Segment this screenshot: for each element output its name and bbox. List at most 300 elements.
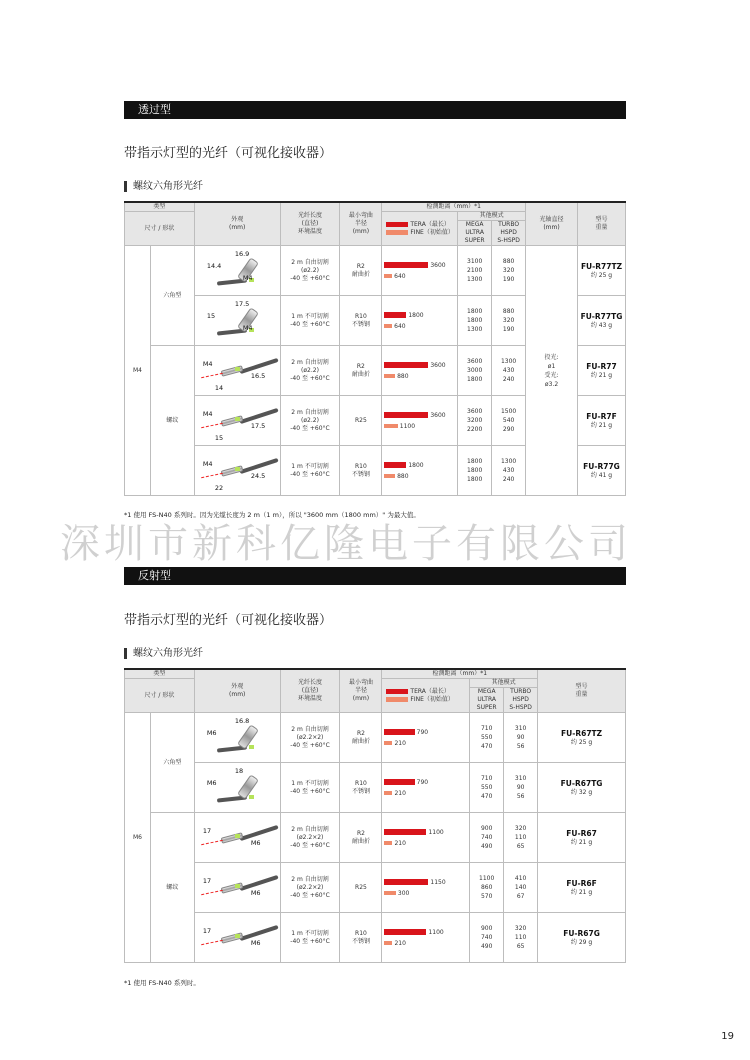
appearance-cell xyxy=(194,713,280,763)
dimension-label: 17 xyxy=(202,876,212,885)
fiber-image xyxy=(195,765,280,811)
cable-diameter: (ø2.2) xyxy=(301,266,319,274)
header-cable: 光纤长度 (直径) 环境温度 xyxy=(280,202,340,246)
mega-value: 1300 xyxy=(467,276,483,283)
model-number: FU-R77 xyxy=(586,361,617,371)
distance-cell xyxy=(382,813,470,863)
header-size: 尺寸 / 形状 xyxy=(125,679,195,713)
led-graphic xyxy=(235,884,240,888)
table-row xyxy=(125,863,626,913)
header-type: 类型 xyxy=(125,669,195,679)
cable-length: 2 m 自由切割 xyxy=(291,875,329,883)
appearance-cell xyxy=(194,396,280,446)
model-number: FU-R7F xyxy=(586,411,617,421)
dimension-label: 17 xyxy=(202,826,212,835)
bend-note: 耐曲折 xyxy=(351,270,370,278)
appearance-cell xyxy=(194,446,280,496)
turbo-value: 320 xyxy=(502,317,515,324)
tera-bar xyxy=(384,362,428,368)
bend-radius: R10 xyxy=(354,462,367,470)
header-cable: 光纤长度 (直径) 环境温度 xyxy=(280,669,340,713)
tera-value: 1800 xyxy=(408,461,424,469)
cable-cell xyxy=(280,763,340,813)
header-model: 型号 重量 xyxy=(538,669,626,713)
bend-cell xyxy=(340,813,382,863)
model-weight: 约 21 g xyxy=(570,838,593,846)
mega-value: 1300 xyxy=(467,326,483,333)
bend-radius: R2 xyxy=(356,362,365,370)
tera-bar xyxy=(384,879,428,885)
beam-line xyxy=(201,422,223,428)
header-other: 其他模式 xyxy=(458,212,526,221)
dimension-label: M6 xyxy=(206,728,217,737)
model-cell xyxy=(577,296,625,346)
model-number: FU-R67 xyxy=(566,828,597,838)
appearance-cell xyxy=(194,246,280,296)
turbo-cell xyxy=(504,763,538,813)
mega-cell xyxy=(470,813,504,863)
header-legend: TERA（最长） FINE（初始值） xyxy=(382,212,458,246)
bend-radius: R10 xyxy=(355,779,367,787)
model-weight: 约 32 g xyxy=(570,788,593,796)
turbo-cell xyxy=(504,913,538,963)
fiber-image xyxy=(195,865,280,911)
turbo-cell xyxy=(492,246,526,296)
section-bar-reflective: 反射型 xyxy=(124,567,626,585)
cable-cell xyxy=(280,246,340,296)
dimension-label: M4 xyxy=(202,359,213,368)
mega-value: 1800 xyxy=(467,467,483,474)
cable-cell xyxy=(280,713,340,763)
distance-cell xyxy=(382,913,470,963)
model-cell xyxy=(538,763,626,813)
led-graphic xyxy=(249,795,254,799)
spot-value: 受光: xyxy=(544,371,559,379)
mega-value: 1800 xyxy=(467,458,483,465)
table-row xyxy=(125,763,626,813)
cable-length: 2 m 自由切割 xyxy=(291,258,329,266)
mega-value: 3000 xyxy=(467,367,483,374)
header-mega: MEGA ULTRA SUPER xyxy=(458,221,492,246)
header-appearance: 外观 (mm) xyxy=(194,202,280,246)
ambient-temp: -40 至 +60°C xyxy=(290,787,330,795)
header-size: 尺寸 / 形状 xyxy=(125,212,195,246)
turbo-cell xyxy=(492,346,526,396)
cable-diameter: (ø2.2×2) xyxy=(296,733,324,741)
distance-bars xyxy=(382,872,469,904)
model-weight: 约 21 g xyxy=(590,421,613,429)
mega-value: 740 xyxy=(480,934,493,941)
header-mega: MEGA ULTRA SUPER xyxy=(470,688,504,713)
fine-value: 880 xyxy=(397,372,409,380)
led-graphic xyxy=(235,834,240,838)
size-cell: M6 xyxy=(125,713,151,963)
size-cell: M4 xyxy=(125,246,151,496)
mega-value: 710 xyxy=(480,775,493,782)
shape-hex-cell: 六角型 xyxy=(150,246,194,346)
bend-note: 不锈钢 xyxy=(351,320,370,328)
cable-length: 2 m 自由切割 xyxy=(291,358,329,366)
model-weight: 约 25 g xyxy=(570,738,593,746)
tera-bar xyxy=(384,929,426,935)
ambient-temp: -40 至 +60°C xyxy=(290,891,330,899)
mega-value: 490 xyxy=(480,843,493,850)
bend-radius: R2 xyxy=(356,729,365,737)
ambient-temp: -40 至 +60°C xyxy=(290,741,330,749)
section-subtitle: 螺纹六角形光纤 xyxy=(124,648,203,659)
header-other: 其他模式 xyxy=(470,679,538,688)
table-row xyxy=(125,813,626,863)
mega-cell xyxy=(458,296,492,346)
mega-value: 3100 xyxy=(467,258,483,265)
table-row xyxy=(125,246,626,296)
turbo-value: 320 xyxy=(502,267,515,274)
cable-cell xyxy=(280,396,340,446)
bend-cell xyxy=(340,346,382,396)
turbo-value: 430 xyxy=(502,367,515,374)
beam-line xyxy=(201,372,223,378)
cable-cell xyxy=(280,913,340,963)
appearance-cell xyxy=(194,763,280,813)
cable-length: 2 m 自由切割 xyxy=(291,725,329,733)
tera-value: 1100 xyxy=(428,928,444,936)
turbo-value: 140 xyxy=(514,884,527,891)
spot-value: ø1 xyxy=(547,362,556,370)
dimension-label: 16.8 xyxy=(234,716,250,725)
bend-radius: R2 xyxy=(356,262,365,270)
bend-note: 耐曲折 xyxy=(351,737,370,745)
dimension-label: 17.5 xyxy=(234,299,250,308)
turbo-cell xyxy=(492,296,526,346)
dimension-label: M4 xyxy=(202,409,213,418)
probe-graphic xyxy=(237,774,259,799)
mega-value: 550 xyxy=(480,784,493,791)
distance-cell xyxy=(382,446,458,496)
fine-value: 640 xyxy=(394,272,406,280)
header-appearance: 外观 (mm) xyxy=(194,669,280,713)
fine-bar xyxy=(384,324,392,328)
fine-bar xyxy=(384,274,392,278)
fine-value: 210 xyxy=(394,839,406,847)
mega-value: 710 xyxy=(480,725,493,732)
led-graphic xyxy=(235,417,240,421)
beam-line xyxy=(201,472,223,478)
mega-value: 1800 xyxy=(467,376,483,383)
mega-value: 1100 xyxy=(479,875,495,882)
fine-bar xyxy=(384,374,395,378)
distance-cell xyxy=(382,863,470,913)
cable-cell xyxy=(280,446,340,496)
mega-cell xyxy=(470,863,504,913)
bend-radius: R10 xyxy=(355,929,367,937)
spot-value: ø3.2 xyxy=(544,380,559,388)
cable-length: 2 m 自由切割 xyxy=(291,408,329,416)
mega-value: 3600 xyxy=(467,358,483,365)
distance-cell xyxy=(382,246,458,296)
spec-table-reflective xyxy=(124,668,626,963)
ambient-temp: -40 至 +60°C xyxy=(290,274,330,282)
section-title: 带指示灯型的光纤（可视化接收器） xyxy=(124,146,333,161)
turbo-value: 240 xyxy=(502,376,515,383)
mega-value: 860 xyxy=(480,884,493,891)
distance-bars xyxy=(382,405,457,437)
fiber-image xyxy=(195,715,280,761)
mega-cell xyxy=(458,446,492,496)
bend-cell xyxy=(340,863,382,913)
legend-tera-swatch xyxy=(386,222,408,227)
fine-bar xyxy=(384,841,392,845)
turbo-cell xyxy=(504,713,538,763)
distance-bars xyxy=(382,355,457,387)
bend-cell xyxy=(340,446,382,496)
fine-bar xyxy=(384,791,392,795)
model-number: FU-R67TG xyxy=(560,778,603,788)
distance-bars xyxy=(382,922,469,954)
fiber-image xyxy=(195,398,280,444)
turbo-value: 540 xyxy=(502,417,515,424)
bend-cell xyxy=(340,246,382,296)
turbo-value: 310 xyxy=(514,775,527,782)
dimension-label: M6 xyxy=(250,938,261,947)
turbo-value: 56 xyxy=(516,743,525,750)
spec-table-transmissive xyxy=(124,201,626,496)
cable-length: 1 m 不可切割 xyxy=(291,462,329,470)
dimension-label: 16.9 xyxy=(234,249,250,258)
turbo-value: 1300 xyxy=(500,458,517,465)
dimension-label: 14 xyxy=(214,383,224,392)
distance-bars xyxy=(382,455,457,487)
model-number: FU-R67TZ xyxy=(561,728,603,738)
mega-value: 550 xyxy=(480,734,493,741)
bend-cell xyxy=(340,396,382,446)
distance-cell xyxy=(382,713,470,763)
mega-cell xyxy=(470,763,504,813)
spot-value: 投光: xyxy=(544,353,559,361)
mega-value: 900 xyxy=(480,825,493,832)
fiber-image xyxy=(195,248,280,294)
dimension-label: 24.5 xyxy=(250,471,266,480)
fine-value: 880 xyxy=(397,472,409,480)
distance-bars xyxy=(382,822,469,854)
bend-radius: R25 xyxy=(354,416,367,424)
turbo-value: 90 xyxy=(516,784,525,791)
mega-cell xyxy=(458,396,492,446)
fine-bar xyxy=(384,424,397,428)
tera-bar xyxy=(384,729,414,735)
mega-cell xyxy=(458,246,492,296)
beam-line xyxy=(201,839,223,845)
spot-cell xyxy=(526,246,578,496)
model-weight: 约 43 g xyxy=(590,321,613,329)
legend-fine-swatch xyxy=(386,230,408,235)
dimension-label: M6 xyxy=(206,778,217,787)
fine-bar xyxy=(384,891,395,895)
dimension-label: M6 xyxy=(250,888,261,897)
bend-note: 耐曲折 xyxy=(351,837,370,845)
tera-value: 1800 xyxy=(408,311,424,319)
ambient-temp: -40 至 +60°C xyxy=(290,320,330,328)
dimension-label: M6 xyxy=(250,838,261,847)
header-turbo: TURBO HSPD S-HSPD xyxy=(504,688,538,713)
ambient-temp: -40 至 +60°C xyxy=(290,937,330,945)
bend-cell xyxy=(340,763,382,813)
page-number: 19 xyxy=(721,1031,734,1042)
model-cell xyxy=(538,863,626,913)
dimension-label: 17 xyxy=(202,926,212,935)
turbo-value: 320 xyxy=(514,925,527,932)
dimension-label: 17.5 xyxy=(250,421,266,430)
model-number: FU-R77TZ xyxy=(580,261,623,271)
turbo-value: 110 xyxy=(514,834,527,841)
section-bar-transmissive: 透过型 xyxy=(124,101,626,119)
turbo-cell xyxy=(504,813,538,863)
dimension-label: 16.5 xyxy=(250,371,266,380)
bend-note: 不锈钢 xyxy=(351,470,370,478)
turbo-value: 1300 xyxy=(500,358,517,365)
cable-length: 1 m 不可切割 xyxy=(291,312,329,320)
distance-bars xyxy=(382,722,469,754)
turbo-value: 290 xyxy=(502,426,515,433)
dimension-label: M4 xyxy=(242,273,253,282)
mega-cell xyxy=(470,713,504,763)
cable-diameter: (ø2.2) xyxy=(301,366,319,374)
led-graphic xyxy=(235,934,240,938)
model-weight: 约 41 g xyxy=(590,471,613,479)
cable-length: 2 m 自由切割 xyxy=(291,825,329,833)
led-graphic xyxy=(249,745,254,749)
mega-value: 1800 xyxy=(467,476,483,483)
tera-bar xyxy=(384,462,406,468)
header-bend: 最小弯曲 半径 (mm) xyxy=(340,202,382,246)
distance-cell xyxy=(382,763,470,813)
footnote-1: *1 使用 FS-N40 系列时。因为光缆长度为 2 m（1 m），所以 "3600 mm（1800 mm）" 为最大值。 xyxy=(124,511,420,519)
mega-value: 570 xyxy=(480,893,493,900)
model-weight: 约 21 g xyxy=(590,371,613,379)
ambient-temp: -40 至 +60°C xyxy=(290,374,330,382)
dimension-label: M4 xyxy=(242,323,253,332)
cable-cell xyxy=(280,346,340,396)
legend-tera-swatch xyxy=(386,689,408,694)
bend-note: 不锈钢 xyxy=(351,787,370,795)
appearance-cell xyxy=(194,346,280,396)
turbo-value: 90 xyxy=(516,734,525,741)
cable-diameter: (ø2.2×2) xyxy=(296,833,324,841)
model-cell xyxy=(577,396,625,446)
tera-value: 3600 xyxy=(430,261,446,269)
shape-thread-cell: 螺纹 xyxy=(150,346,194,496)
turbo-value: 430 xyxy=(502,467,515,474)
cable-cell xyxy=(280,863,340,913)
model-weight: 约 25 g xyxy=(590,271,613,279)
table-row xyxy=(125,913,626,963)
tera-bar xyxy=(384,412,428,418)
bend-cell xyxy=(340,913,382,963)
mega-value: 900 xyxy=(480,925,493,932)
legend-fine-swatch xyxy=(386,697,408,702)
mega-value: 1800 xyxy=(467,317,483,324)
fine-value: 210 xyxy=(394,789,406,797)
tera-value: 1100 xyxy=(428,828,444,836)
mega-value: 470 xyxy=(480,793,493,800)
model-cell xyxy=(577,446,625,496)
ambient-temp: -40 至 +60°C xyxy=(290,424,330,432)
fiber-image xyxy=(195,298,280,344)
header-model: 型号 重量 xyxy=(577,202,625,246)
section-subtitle: 螺纹六角形光纤 xyxy=(124,181,203,192)
appearance-cell xyxy=(194,296,280,346)
tera-bar xyxy=(384,829,426,835)
bend-cell xyxy=(340,296,382,346)
bend-radius: R25 xyxy=(355,883,367,891)
bend-note: 耐曲折 xyxy=(351,370,370,378)
distance-bars xyxy=(382,305,457,337)
turbo-value: 1500 xyxy=(500,408,517,415)
cable-diameter: (ø2.2) xyxy=(301,416,319,424)
model-cell xyxy=(538,813,626,863)
turbo-value: 310 xyxy=(514,725,527,732)
mega-value: 2100 xyxy=(467,267,483,274)
ambient-temp: -40 至 +60°C xyxy=(290,841,330,849)
model-cell xyxy=(538,913,626,963)
turbo-value: 880 xyxy=(502,258,515,265)
turbo-cell xyxy=(504,863,538,913)
ambient-temp: -40 至 +60°C xyxy=(290,470,330,478)
turbo-value: 65 xyxy=(516,843,525,850)
distance-cell xyxy=(382,346,458,396)
model-number: FU-R67G xyxy=(563,928,600,938)
dimension-label: M4 xyxy=(202,459,213,468)
mega-value: 3600 xyxy=(467,408,483,415)
model-number: FU-R77TG xyxy=(580,311,623,321)
turbo-value: 320 xyxy=(514,825,527,832)
fiber-image xyxy=(195,815,280,861)
cable-length: 1 m 不可切割 xyxy=(291,929,329,937)
led-graphic xyxy=(235,467,240,471)
turbo-value: 67 xyxy=(516,893,525,900)
tera-value: 3600 xyxy=(430,411,446,419)
model-number: FU-R6F xyxy=(566,878,597,888)
bend-radius: R10 xyxy=(354,312,367,320)
header-spot: 光轴直径 (mm) xyxy=(526,202,578,246)
turbo-value: 880 xyxy=(502,308,515,315)
shape-hex-cell: 六角型 xyxy=(150,713,194,813)
mega-value: 3200 xyxy=(467,417,483,424)
model-weight: 约 21 g xyxy=(570,888,593,896)
mega-value: 740 xyxy=(480,834,493,841)
dimension-label: 15 xyxy=(214,433,224,442)
footnote-2: *1 使用 FS-N40 系列时。 xyxy=(124,979,200,987)
header-turbo: TURBO HSPD S-HSPD xyxy=(492,221,526,246)
turbo-value: 410 xyxy=(514,875,527,882)
dimension-label: 22 xyxy=(214,483,224,492)
header-type: 类型 xyxy=(125,202,195,212)
mega-value: 2200 xyxy=(467,426,483,433)
section-title: 带指示灯型的光纤（可视化接收器） xyxy=(124,613,333,628)
cable-cell xyxy=(280,813,340,863)
fiber-image xyxy=(195,915,280,961)
mega-cell xyxy=(458,346,492,396)
appearance-cell xyxy=(194,913,280,963)
model-number: FU-R77G xyxy=(583,461,620,471)
fine-bar xyxy=(384,474,395,478)
fine-bar xyxy=(384,741,392,745)
header-distance: 检测距离（mm）*1 xyxy=(382,202,526,212)
dimension-label: 18 xyxy=(234,766,244,775)
probe-graphic xyxy=(237,724,259,749)
fine-value: 300 xyxy=(397,889,410,897)
tera-value: 790 xyxy=(416,728,429,736)
beam-line xyxy=(201,939,223,945)
